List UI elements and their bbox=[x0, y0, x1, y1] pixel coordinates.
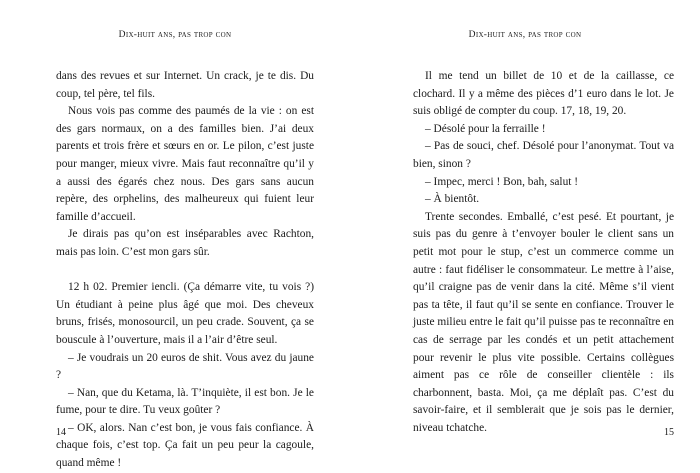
running-head: Dix-huit ans, pas trop con bbox=[118, 30, 232, 40]
paragraph: Nous vois pas comme des paumés de la vie : on est des gars normaux, on a des familles bien. J’ai deux parents et trois frère et sœurs en or. Le pilon, c’est juste pour manger, mieux vivre. Mais faut reconnaître qu’il y a aussi des égarés chez nous. Des gars sans aucun repère, des orphelins, des malheureux qui fuient leur famille d’accueil. bbox=[56, 105, 314, 223]
left-page bbox=[0, 0, 350, 470]
paragraph: Trente secondes. Emballé, c’est pesé. Et pourtant, je suis pas du genre à t’envoyer bouler le client sans un petit mot pour le stup, c’est un commerce comme un autre : faut fidéliser le consommateur. Le mettre à l’aise, qu’il craigne pas de venir dans la cité. Même s’il vient pas ta tête, il faut qu’il se sente en confiance. Trouver le juste milieu entre le fait qu’il puisse pas te reconnaître en cas de serrage par les condés et un petit attachement pour revenir le plus vite possible. Certains collègues aiment pas ce rôle de conseiller clientèle : ils charbonnent, basta. Moi, ça me déplaît pas. C’est du savoir-faire, et il semblerait que je sois pas le dernier, niveau tchatche. bbox=[413, 210, 674, 434]
page-number: 15 bbox=[664, 427, 674, 438]
dialogue-line: – Pas de souci, chef. Désolé pour l’anonymat. Tout va bien, sinon ? bbox=[413, 140, 674, 170]
dialogue-line: – À bientôt. bbox=[425, 193, 480, 206]
dialogue-line: – Impec, merci ! Bon, bah, salut ! bbox=[425, 175, 579, 188]
dialogue-line: – Nan, que du Ketama, là. T’inquiète, il est bon. Je le fume, pour te dire. Tu veux goûter ? bbox=[56, 386, 314, 417]
running-head: Dix-huit ans, pas trop con bbox=[468, 30, 582, 40]
paragraph: dans des revues et sur Internet. Un crack, je te dis. Du coup, tel père, tel fils. bbox=[56, 70, 314, 100]
dialogue-line: – Je voudrais un 20 euros de shit. Vous avez du jaune ? bbox=[56, 351, 314, 382]
paragraph: Il me tend un billet de 10 et de la caillasse, ce clochard. Il y a même des pièces d’1 euro dans le lot. Je suis obligé de compter du coup. 17, 18, 19, 20. bbox=[413, 70, 674, 118]
paragraph: Je dirais pas qu’on est inséparables avec Rachton, mais pas loin. C’est mon gars sûr. bbox=[56, 228, 314, 258]
dialogue-line: – Désolé pour la ferraille ! bbox=[425, 122, 546, 135]
right-page bbox=[350, 0, 700, 463]
page-body bbox=[413, 68, 674, 437]
dialogue-line: – OK, alors. Nan c’est bon, je vous fais confiance. À chaque fois, c’est top. Ça fait un peu peur la cagoule, quand même ! bbox=[56, 421, 314, 470]
page-number: 14 bbox=[56, 427, 66, 438]
paragraph: 12 h 02. Premier iencli. (Ça démarre vite, tu vois ?) Un étudiant à peine plus âgé que moi. Des cheveux bruns, frisés, monosourcil, un peu crade. Souvent, ça se bouscule à l’ouverture, mais il a l’air d’être seul. bbox=[56, 281, 314, 346]
page-body bbox=[56, 68, 314, 473]
